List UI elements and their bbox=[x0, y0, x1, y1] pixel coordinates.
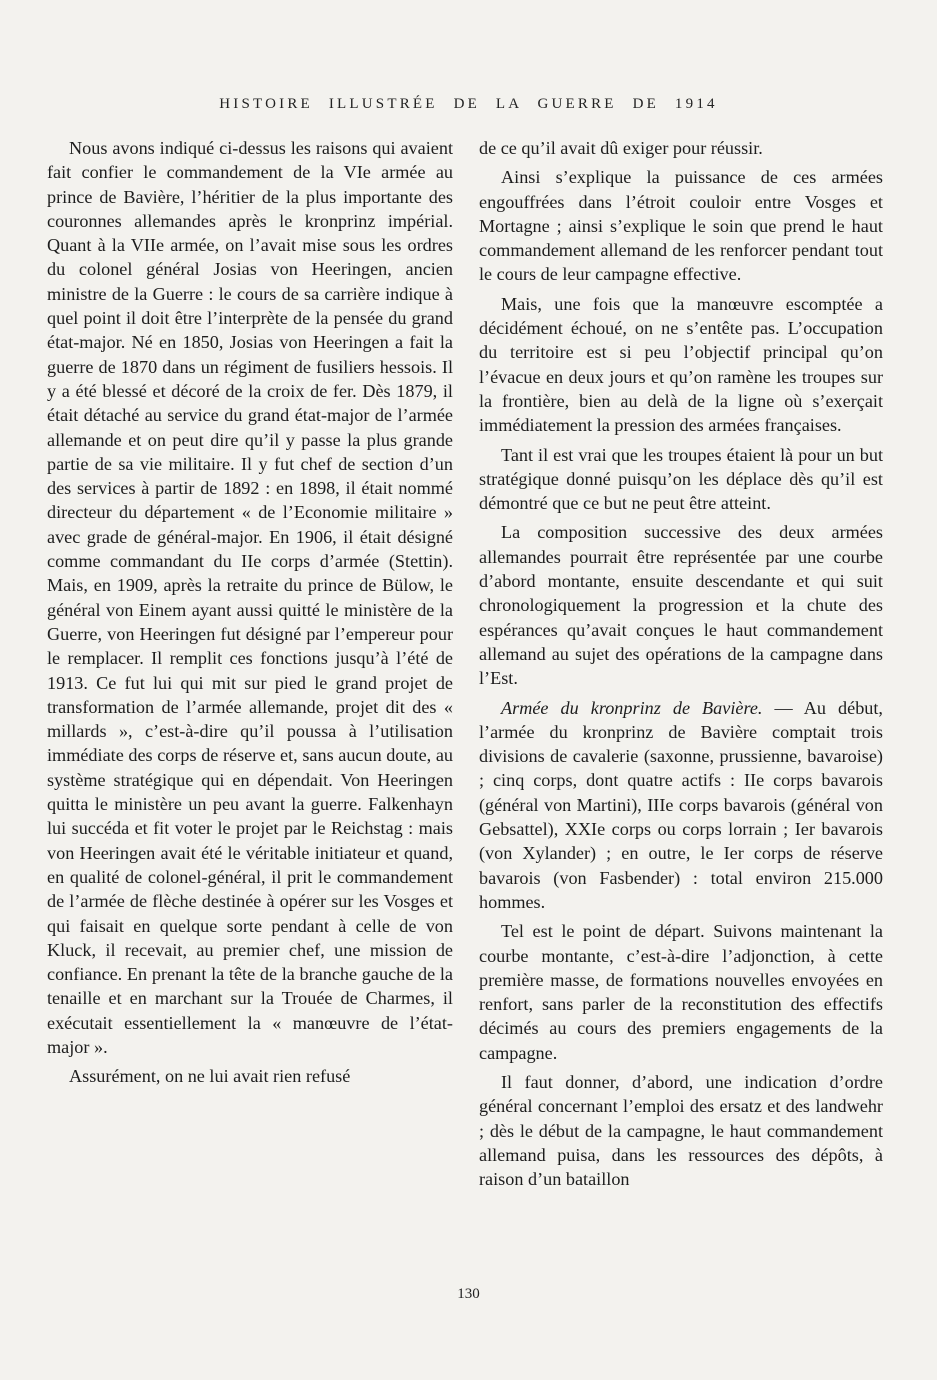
paragraph: Tant il est vrai que les troupes étaient là pour un but stratégique donné puisqu’on les déplace dès qu’il est démontré que ce but ne peut être atteint. bbox=[479, 444, 883, 514]
paragraph: Assurément, on ne lui avait rien refusé bbox=[69, 1066, 351, 1087]
paragraph: Ainsi s’explique la puissance de ces armées engouffrées dans l’étroit couloir entre Vosges et Mortagne ; ainsi s’explique le soin que prend le haut commandement allemand de les renforcer pendant tout le cours de leur campagne effective. bbox=[479, 167, 883, 285]
page-number: 130 bbox=[457, 1286, 480, 1302]
paragraph: Mais, une fois que la manœuvre escomptée a décidément échoué, on ne s’entête pas. L’occupation du territoire est si peu l’objectif principal qu’on l’évacue en deux jours et qu’on ramène les troupes sur la frontière, bien au delà de la ligne où s’exerçait immédiatement la pression des armées françaises. bbox=[479, 293, 883, 436]
section-heading: Armée du kronprinz de Bavière. bbox=[501, 697, 763, 718]
paragraph: Nous avons indiqué ci-dessus les raisons qui avaient fait confier le commandement de la VIe armée au prince de Bavière, l’héritier de la plus importante des couronnes allemandes après le kronprinz impérial. Quant à la VIIe armée, on l’avait mise sous les ordres du colonel général Josias von Heeringen, ancien ministre de la Guerre : le cours de sa carrière indique à quel point il doit être l’interprète de la pensée du grand état-major. Né en 1850, Josias von Heeringen a fait la guerre de 1870 dans un régiment de fusiliers hessois. Il y a été blessé et décoré de la croix de fer. Dès 1879, il était détaché au service du grand état-major de l’armée allemande et on peut dire qu’il y passe la plus grande partie de sa vie militaire. Il y fut chef de section d’un des services à partir de 1892 : en 1898, il était nommé directeur du département « de l’Economie militaire » avec grade de général-major. En 1906, il était désigné comme commandant du IIe corps d’armée (Stettin). Mais, en 1909, après la retraite du prince de Bülow, le général von Einem ayant aussi quitté le ministère de la Guerre, von Heeringen fut désigné par l’empereur pour le remplacer. Il remplit ces fonctions jusqu’à l’été de 1913. Ce fut lui qui mit sur pied le grand projet de transformation de l’armée allemande, projet dit des « millards », c’est-à-dire qu’il poussa à l’utilisation immédiate des corps de réserve et, sans aucun doute, au système stratégique qui en dépendait. Von Heeringen quitta le ministère un peu avant la guerre. Falkenhayn lui succéda et fit voter le projet par le Reichstag : mais von Heeringen avait été le véritable initiateur et quand, en qualité de colonel-général, il prit le commandement de l’armée de flèche destinée à opérer sur les Vosges et qui faisait en quelque sorte pendant à celle de von Kluck, il recevait, au premier chef, une mission de confiance. En prenant la tête de la branche gauche de la tenaille et en marchant sur la Trouée de Charmes, il exécutait essentiellement la « manœuvre de l’état-major ». bbox=[47, 138, 453, 1057]
paragraph-with-heading bbox=[479, 696, 883, 915]
paragraph: Il faut donner, d’abord, une indication d’ordre général concernant l’emploi des ersatz et des landwehr ; dès le début de la campagne, le haut commandement allemand puisa, dans les ressources des dépôts, à raison d’un bataillon bbox=[479, 1071, 883, 1190]
running-header: HISTOIRE ILLUSTRÉE DE LA GUERRE DE 1914 bbox=[219, 96, 718, 112]
left-column bbox=[47, 136, 453, 1094]
paragraph-text: — Au début, l’armée du kronprinz de Bavière comptait trois divisions de cavalerie (saxonne, prussienne, bavaroise) ; cinq corps, dont quatre actifs : IIe corps bavarois (général von Martini), IIIe corps bavarois (général von Gebsattel), XXIe corps ou corps lorrain ; Ier bavarois (von Xylander) ; en outre, le Ier corps de réserve bavarois (von Fasbender) : total environ 215.000 hommes. bbox=[479, 697, 883, 912]
paragraph: Tel est le point de départ. Suivons maintenant la courbe montante, c’est-à-dire l’adjonction, à cette première masse, de formations nouvelles envoyées en renfort, sans parler de la reconstitution des effectifs décimés au cours des premiers engagements de la campagne. bbox=[479, 921, 883, 1063]
paragraph-continuation: de ce qu’il avait dû exiger pour réussir. bbox=[479, 138, 763, 158]
paragraph: La composition successive des deux armées allemandes pourrait être représentée par une courbe d’abord montante, ensuite descendante et qui suit chronologiquement la progression et la chute des espérances qu’avait conçues le haut commandement allemand au sujet des opérations de la campagne dans l’Est. bbox=[479, 522, 883, 689]
right-column bbox=[479, 136, 883, 1196]
